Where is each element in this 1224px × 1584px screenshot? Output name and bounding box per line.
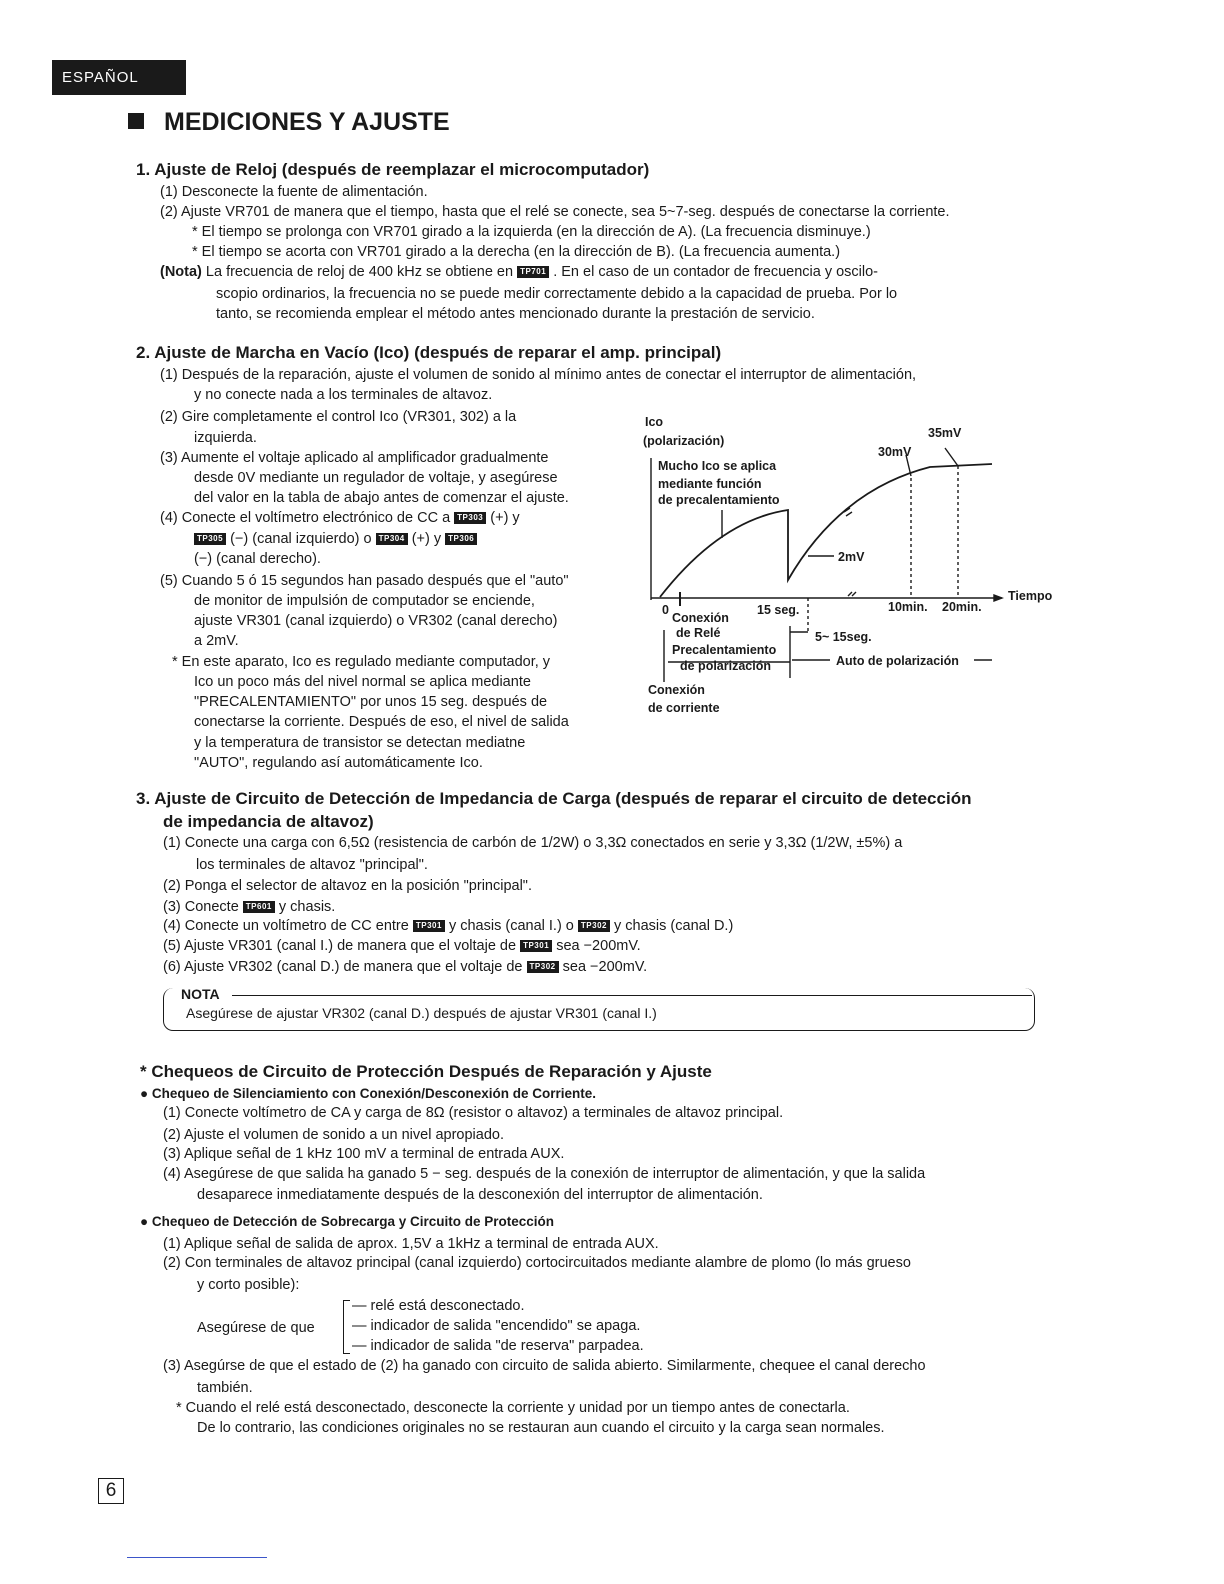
- item-text: (−) (canal izquierdo) o: [230, 531, 372, 547]
- section2-item: del valor en la tabla de abajo antes de comenzar el ajuste.: [194, 490, 569, 506]
- ensure-bullet: — indicador de salida "de reserva" parpadea.: [352, 1338, 644, 1354]
- section2-item: (3) Aumente el voltaje aplicado al amplificador gradualmente: [160, 450, 549, 466]
- section2-item: (2) Gire completamente el control Ico (VR301, 302) a la: [160, 409, 517, 425]
- checks-item: (1) Aplique señal de salida de aprox. 1,5V a 1kHz a terminal de entrada AUX.: [163, 1236, 659, 1252]
- section3-item: [163, 916, 733, 936]
- page-title-text: MEDICIONES Y AJUSTE: [164, 108, 450, 136]
- section2-star: "PRECALENTAMIENTO" por unos 15 seg. después de: [194, 694, 548, 710]
- item-text: (4) Conecte el voltímetro electrónico de CC a: [160, 510, 451, 526]
- checks-item: desaparece inmediatamente después de la desconexión del interruptor de alimentación.: [197, 1187, 763, 1203]
- test-point-label: TP701: [517, 266, 549, 278]
- checks-item: (1) Conecte voltímetro de CA y carga de 8Ω (resistor o altavoz) a terminales de altavoz principal.: [163, 1105, 784, 1121]
- section2-item: ajuste VR301 (canal izquierdo) o VR302 (canal derecho): [194, 613, 558, 629]
- bottom-rule: [127, 1557, 267, 1558]
- test-point-label: TP303: [454, 512, 486, 524]
- test-point-label: TP301: [413, 920, 445, 932]
- section2-item: (5) Cuando 5 ó 15 segundos han pasado después que el "auto": [160, 573, 569, 589]
- checks-item: también.: [197, 1380, 253, 1396]
- checks-heading: * Chequeos de Circuito de Protección Después de Reparación y Ajuste: [140, 1062, 712, 1081]
- checks-subheading: ● Chequeo de Silenciamiento con Conexión/Desconexión de Corriente.: [140, 1086, 596, 1101]
- item-text: y chasis (canal I.) o: [448, 918, 574, 934]
- page-title: [128, 108, 450, 137]
- test-point-label: TP304: [376, 533, 408, 545]
- section2-star: "AUTO", regulando así automáticamente Ico.: [194, 755, 483, 771]
- section2-item: de monitor de impulsión de computador se enciende,: [194, 593, 535, 609]
- section1-item: (2) Ajuste VR701 de manera que el tiempo, hasta que el relé se conecte, sea 5~7-seg. después de conectarse la corriente.: [160, 204, 950, 220]
- checks-item: (3) Aplique señal de 1 kHz 100 mV a terminal de entrada AUX.: [163, 1146, 565, 1162]
- section2-item: (1) Después de la reparación, ajuste el volumen de sonido al mínimo antes de conectar el interruptor de alimentación,: [160, 367, 917, 383]
- section3-item: [163, 897, 335, 917]
- page-number: 6: [98, 1478, 124, 1504]
- section1-note-line: scopio ordinarios, la frecuencia no se puede medir correctamente debido a la capacidad de prueba. Por lo: [216, 286, 898, 302]
- checks-item: y corto posible):: [197, 1277, 300, 1293]
- section2-item: [194, 529, 477, 549]
- section2-item: a 2mV.: [194, 633, 239, 649]
- test-point-label: TP306: [445, 533, 477, 545]
- section3-item: los terminales de altavoz "principal".: [196, 857, 428, 873]
- ensure-bullet: — relé está desconectado.: [352, 1298, 525, 1314]
- section1-item: * El tiempo se prolonga con VR701 girado a la izquierda (en la dirección de A). (La frecuencia disminuye.): [192, 224, 871, 240]
- x-axis-label: Tiempo: [1008, 589, 1053, 603]
- checks-item: (2) Con terminales de altavoz principal (canal izquierdo) cortocircuitados mediante alambre de plomo (lo más grueso: [163, 1255, 911, 1271]
- section2-item: (−) (canal derecho).: [194, 551, 321, 567]
- test-point-label: TP301: [520, 940, 552, 952]
- ensure-bracket: [343, 1300, 350, 1354]
- checks-subheading: ● Chequeo de Detección de Sobrecarga y Circuito de Protección: [140, 1214, 555, 1229]
- section3-item: (2) Ponga el selector de altavoz en la posición "principal".: [163, 878, 532, 894]
- item-text: (+) y: [411, 531, 442, 547]
- section2-item: y no conecte nada a los terminales de altavoz.: [194, 387, 493, 403]
- test-point-label: TP305: [194, 533, 226, 545]
- time-20min: 20min.: [942, 600, 982, 614]
- item-text: (+) y: [490, 510, 520, 526]
- note-label: (Nota): [160, 264, 202, 280]
- precal-label: Precalentamiento: [672, 643, 777, 657]
- ensure-label: Asegúrese de que: [197, 1320, 315, 1336]
- section2-star: Ico un poco más del nivel normal se aplica mediante: [194, 674, 531, 690]
- level-2mv: 2mV: [838, 550, 865, 564]
- section3-heading: de impedancia de altavoz): [163, 812, 374, 831]
- auto-polarization-label: Auto de polarización: [836, 654, 959, 668]
- section2-star: y la temperatura de transistor se detectan mediatne: [194, 735, 526, 751]
- section2-item: izquierda.: [194, 430, 257, 446]
- section3-heading: 3. Ajuste de Circuito de Detección de Impedancia de Carga (después de reparar el circuito de detección: [136, 789, 972, 808]
- origin-label: 0: [662, 603, 669, 617]
- checks-item: (2) Ajuste el volumen de sonido a un nivel apropiado.: [163, 1127, 504, 1143]
- section2-star: * En este aparato, Ico es regulado mediante computador, y: [172, 654, 551, 670]
- time-15s: 15 seg.: [757, 603, 800, 617]
- relay-connection-label: Conexión: [672, 611, 729, 625]
- nota-text: Asegúrese de ajustar VR302 (canal D.) después de ajustar VR301 (canal I.): [186, 1005, 657, 1021]
- section2-item: desde 0V mediante un regulador de voltaje, y asegúrese: [194, 470, 558, 486]
- section1-note: [160, 262, 878, 282]
- precal-note: Mucho Ico se aplica: [658, 459, 777, 473]
- lvl35-arrow: [945, 448, 958, 466]
- time-10min: 10min.: [888, 600, 928, 614]
- item-text: (6) Ajuste VR302 (canal D.) de manera que el voltaje de: [163, 959, 523, 975]
- language-tab: ESPAÑOL: [52, 60, 186, 95]
- section2-item: [160, 508, 520, 528]
- item-text: sea −200mV.: [562, 959, 648, 975]
- y-label: Ico: [645, 415, 664, 429]
- nota-top-line: [232, 995, 1032, 996]
- x-axis-arrow-icon: [994, 595, 1002, 601]
- ico-timing-diagram: [640, 405, 1070, 725]
- precal-note: mediante función: [658, 477, 762, 491]
- precal-note: de precalentamiento: [658, 493, 780, 507]
- item-text: y chasis.: [278, 899, 336, 915]
- level-35mv: 35mV: [928, 426, 962, 440]
- y-label-unit: (polarización): [643, 434, 725, 448]
- time-5-15: 5~ 15seg.: [815, 630, 872, 644]
- square-bullet-icon: [128, 113, 144, 129]
- item-text: (3) Conecte: [163, 899, 239, 915]
- test-point-label: TP601: [243, 901, 275, 913]
- axis-break: [848, 592, 856, 596]
- section3-item: (1) Conecte una carga con 6,5Ω (resistencia de carbón de 1/2W) o 3,3Ω conectados en serie y 3,3Ω (1/2W, ±5%) a: [163, 835, 903, 851]
- power-connection-label: de corriente: [648, 701, 720, 715]
- test-point-label: TP302: [527, 961, 559, 973]
- item-text: y chasis (canal D.): [614, 918, 734, 934]
- checks-item: (3) Asegúrse de que el estado de (2) ha ganado con circuito de salida abierto. Similarmente, chequee el canal derecho: [163, 1358, 926, 1374]
- section2-heading: 2. Ajuste de Marcha en Vacío (Ico) (después de reparar el amp. principal): [136, 343, 722, 362]
- checks-item: (4) Asegúrese de que salida ha ganado 5 − seg. después de la conexión de interruptor de alimentación, y que la salida: [163, 1166, 926, 1182]
- nota-label: NOTA: [178, 986, 223, 1002]
- section1-item: * El tiempo se acorta con VR701 girado a la derecha (en la dirección de B). (La frecuencia aumenta.): [192, 244, 841, 260]
- note-text: . En el caso de un contador de frecuencia y oscilo-: [553, 264, 879, 280]
- checks-star: De lo contrario, las condiciones originales no se restauran aun cuando el circuito y la carga sean normales.: [197, 1420, 885, 1436]
- test-point-label: TP302: [578, 920, 610, 932]
- note-text: La frecuencia de reloj de 400 kHz se obtiene en: [205, 264, 514, 280]
- ensure-bullet: — indicador de salida "encendido" se apaga.: [352, 1318, 641, 1334]
- precal-label: de polarización: [680, 659, 771, 673]
- item-text: sea −200mV.: [556, 938, 641, 954]
- checks-star: * Cuando el relé está desconectado, desconecte la corriente y unidad por un tiempo antes de conectarla.: [176, 1400, 850, 1416]
- item-text: (4) Conecte un voltímetro de CC entre: [163, 918, 409, 934]
- section1-item: (1) Desconecte la fuente de alimentación.: [160, 184, 428, 200]
- section3-item: [163, 957, 647, 977]
- level-30mv: 30mV: [878, 445, 912, 459]
- section1-heading: 1. Ajuste de Reloj (después de reemplazar el microcomputador): [136, 160, 650, 179]
- power-connection-label: Conexión: [648, 683, 705, 697]
- section3-item: [163, 936, 641, 956]
- section1-note-line: tanto, se recomienda emplear el método antes mencionado durante la prestación de servicio.: [216, 306, 815, 322]
- item-text: (5) Ajuste VR301 (canal I.) de manera que el voltaje de: [163, 938, 517, 954]
- relay-connection-label: de Relé: [676, 626, 721, 640]
- section2-star: conectarse la corriente. Después de eso, el nivel de salida: [194, 714, 569, 730]
